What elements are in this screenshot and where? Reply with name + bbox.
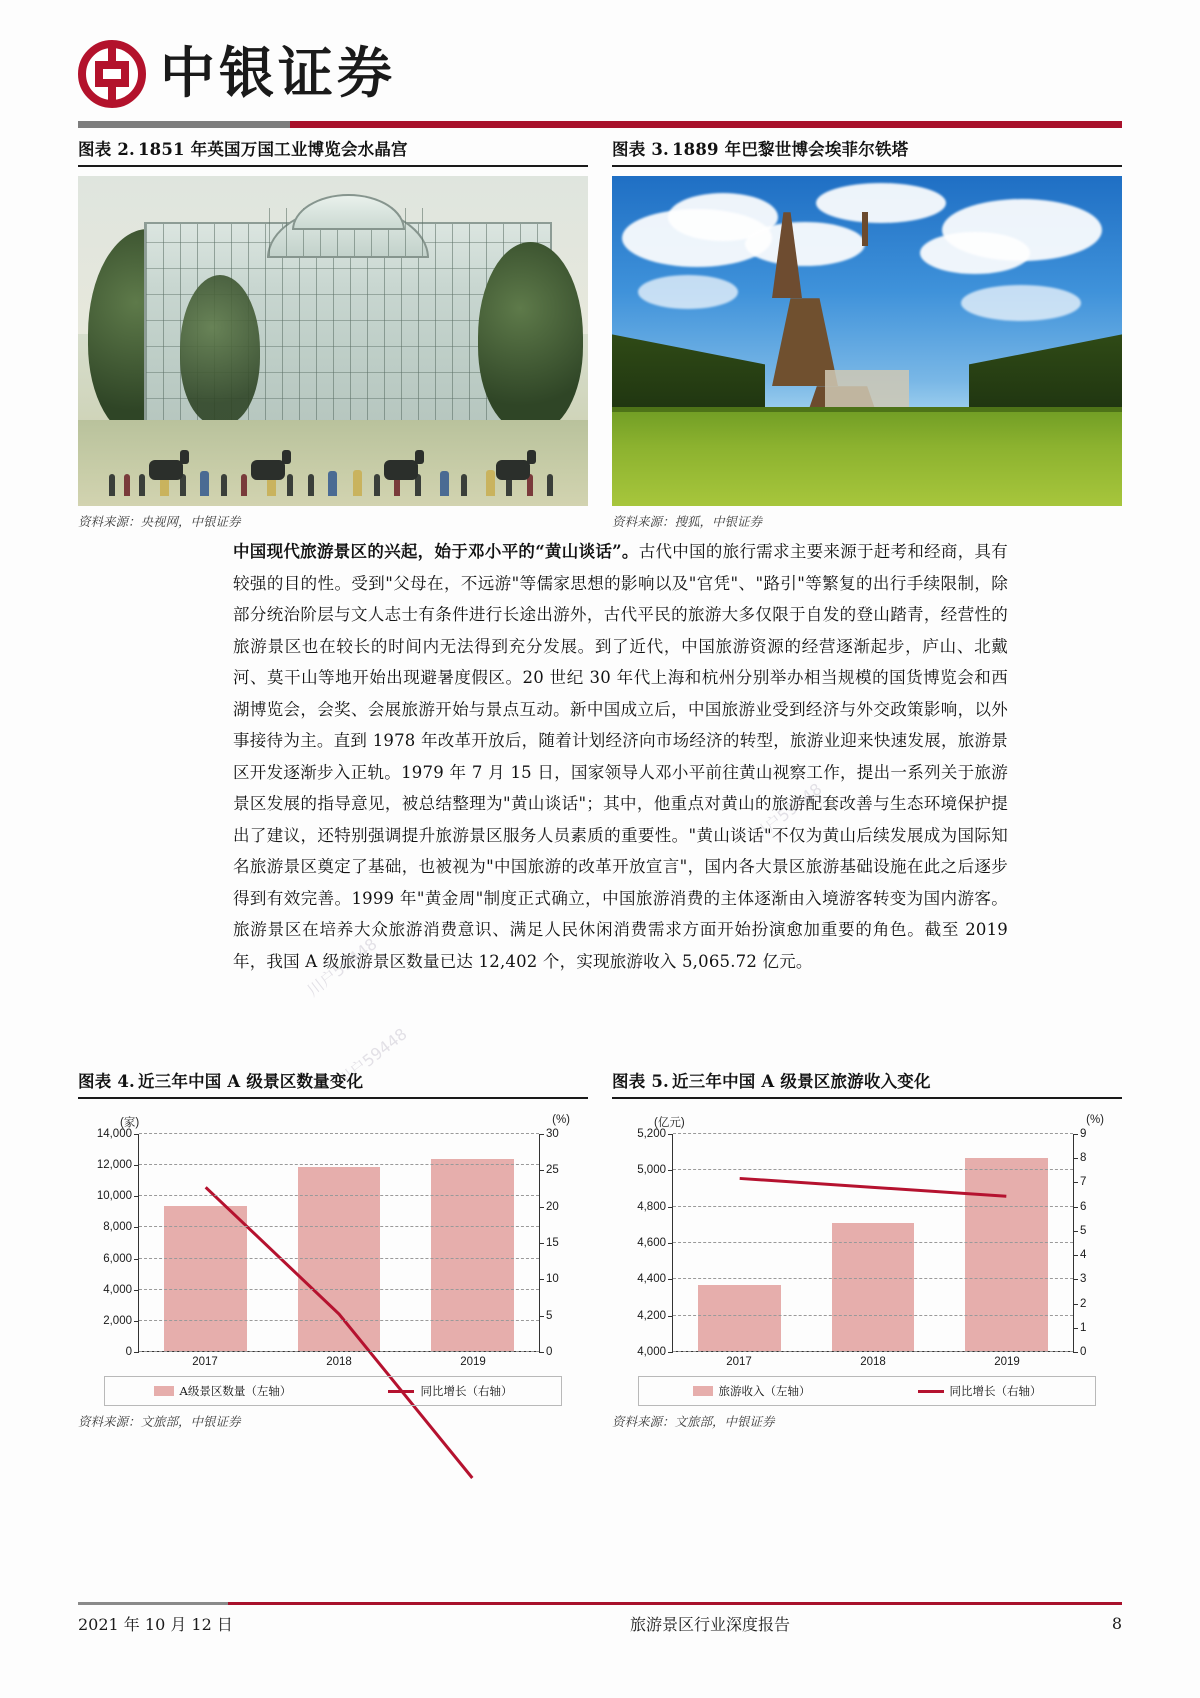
y-axis-tick-label: 6,000 xyxy=(103,1252,132,1265)
figure-5-rule xyxy=(612,1097,1122,1099)
figure-4-caption xyxy=(78,1068,588,1097)
figure-5-source: 资料来源：文旅部，中银证券 xyxy=(612,1414,775,1429)
y2-axis-tick-label: 8 xyxy=(1080,1152,1087,1165)
y-axis-tick-label: 5,000 xyxy=(637,1164,666,1177)
watermark: 川户59448 xyxy=(748,779,826,846)
figure-5-label: 图表 5. xyxy=(612,1072,669,1091)
header-divider xyxy=(78,121,1122,128)
chart4-right-unit: (%) xyxy=(552,1114,570,1126)
bar xyxy=(431,1159,514,1352)
body-text: 古代中国的旅行需求主要来源于赶考和经商，具有较强的目的性。受到"父母在，不远游"等儒家思想的影响以及"官凭"、"路引"等繁复的出行手续限制，除部分统治阶层与文人志士有条件进行长途出游外，古代平民的旅游大多仅限于自发的登山踏青，经营性的旅游景区也在较长的时间内无法得到充分发展。到了近代，中国旅游资源的经营逐渐起步，庐山、北戴河、莫干山等地开始出现避暑度假区。20 世纪 30 年代上海和杭州分别举办相当规模的国货博览会和西湖博览会，会奖、会展旅游开始与景点互动。新中国成立后，中国旅游业受到经济与外交政策影响，以外事接待为主。直到 1978 年改革开放后，随着计划经济向市场经济的转型，旅游业迎来快速发展，旅游景区开发逐渐步入正轨。1979 年 7 月 15 日，国家领导人邓小平前往黄山视察工作，提出一系列关于旅游景区发展的指导意见，被总结整理为"黄山谈话"；其中，他重点对黄山的旅游配套改善与生态环境保护提出了建议，还特别强调提升旅游景区服务人员素质的重要性。"黄山谈话"不仅为黄山后续发展成为国际知名旅游景区奠定了基础，也被视为"中国旅游的改革开放宣言"，国内各大景区旅游基础设施在此之后逐步得到有效完善。1999 年"黄金周"制度正式确立，中国旅游消费的主体逐渐由入境游客转变为国内游客。旅游景区在培养大众旅游消费意识、满足人民休闲消费需求方面开始扮演愈加重要的角色。截至 2019 年，我国 A 级旅游景区数量已达 12,402 个，实现旅游收入 5,065.72 亿元。 xyxy=(233,542,1008,971)
chart5-legend-line-label: 同比增长（右轴） xyxy=(949,1384,1042,1398)
figure-4-rule xyxy=(78,1097,588,1099)
watermark: 川户59448 xyxy=(303,934,381,1001)
bar-cell xyxy=(673,1134,806,1352)
watermark: 川户59448 xyxy=(333,1024,411,1091)
y2-axis-tick-label: 10 xyxy=(546,1273,559,1286)
chart5-left-unit: (亿元) xyxy=(654,1117,685,1129)
chart4-left-unit: (家) xyxy=(120,1117,140,1129)
body-paragraph xyxy=(233,536,1008,977)
y-axis-tick-label: 4,000 xyxy=(103,1283,132,1296)
figure-5-block xyxy=(612,1068,1122,1430)
figure-3-rule xyxy=(612,165,1122,167)
chart5-x-labels xyxy=(672,1356,1074,1368)
bar-cell xyxy=(806,1134,939,1352)
figure-4-title: 近三年中国 A 级景区数量变化 xyxy=(137,1072,364,1091)
figure-3-caption xyxy=(612,136,1122,165)
x-axis-tick-label: 2019 xyxy=(460,1356,486,1368)
chart4-legend xyxy=(104,1376,562,1406)
page-header xyxy=(78,34,1122,134)
figure-5-caption xyxy=(612,1068,1122,1097)
chart5-bars xyxy=(673,1134,1073,1352)
bar xyxy=(965,1158,1048,1352)
gridline xyxy=(637,1346,1073,1358)
y2-axis-tick-label: 15 xyxy=(546,1237,559,1249)
divider-red-segment xyxy=(290,121,1122,128)
chart4-x-labels xyxy=(138,1356,540,1368)
y2-axis-tick-label: 7 xyxy=(1080,1176,1087,1189)
figure-2-source: 资料来源：央视网，中银证券 xyxy=(78,514,241,529)
figure-3-title: 1889 年巴黎世博会埃菲尔铁塔 xyxy=(671,140,909,159)
y2-axis-tick-label: 3 xyxy=(1080,1273,1087,1286)
legend-line-swatch-icon xyxy=(388,1390,414,1393)
gridline xyxy=(96,1128,539,1140)
legend-bar-swatch-icon xyxy=(154,1386,174,1396)
x-axis-tick-label: 2017 xyxy=(192,1356,218,1368)
y2-axis-tick-label: 0 xyxy=(1080,1346,1087,1358)
y2-axis-tick-label: 0 xyxy=(546,1346,553,1358)
chart4-legend-line xyxy=(388,1383,512,1399)
figure-2-block xyxy=(78,136,588,530)
bar xyxy=(164,1206,247,1352)
figure-2-title: 1851 年英国万国工业博览会水晶宫 xyxy=(137,140,408,159)
gridline xyxy=(637,1200,1073,1213)
y-axis-tick-label: 4,600 xyxy=(637,1237,666,1249)
y2-axis-tick-label: 1 xyxy=(1080,1321,1087,1334)
figure-3-block xyxy=(612,136,1122,530)
y2-axis-tick-label: 30 xyxy=(546,1128,559,1140)
y-axis-tick-label: 4,800 xyxy=(637,1200,666,1213)
figure-4-label: 图表 4. xyxy=(78,1072,135,1091)
figure-2-caption xyxy=(78,136,588,165)
brand-name: 中银证券 xyxy=(160,39,397,105)
y2-axis-tick-label: 4 xyxy=(1080,1249,1087,1262)
y-axis-tick-label: 5,200 xyxy=(637,1128,666,1140)
footer-date: 2021 年 10 月 12 日 xyxy=(78,1615,233,1634)
gridline xyxy=(637,1237,1073,1249)
y2-axis-tick-label: 5 xyxy=(546,1309,553,1322)
brand-logo xyxy=(78,34,1122,114)
y-axis-tick-label: 14,000 xyxy=(96,1128,132,1140)
divider-grey-segment xyxy=(78,121,290,128)
footer-page-number: 8 xyxy=(1111,1614,1122,1633)
figure-row-charts xyxy=(78,1068,1122,1430)
y2-axis-tick-label: 25 xyxy=(546,1164,559,1177)
figure-2-label: 图表 2. xyxy=(78,140,135,159)
gridline xyxy=(96,1190,539,1203)
y2-axis-tick-label: 20 xyxy=(546,1200,559,1213)
x-axis-tick-label: 2018 xyxy=(860,1356,886,1368)
figure-3-label: 图表 3. xyxy=(612,140,669,159)
gridline xyxy=(637,1273,1073,1286)
bar-cell xyxy=(940,1134,1073,1352)
y-axis-tick-label: 8,000 xyxy=(103,1221,132,1234)
chart4-legend-bars xyxy=(154,1383,292,1399)
y-axis-tick-label: 4,000 xyxy=(637,1346,666,1358)
y-axis-tick-label: 0 xyxy=(125,1346,132,1358)
chart5-right-unit: (%) xyxy=(1086,1114,1104,1126)
x-axis-tick-label: 2019 xyxy=(994,1356,1020,1368)
gridline xyxy=(103,1252,539,1265)
figure-2-rule xyxy=(78,165,588,167)
chart4-legend-line-label: 同比增长（右轴） xyxy=(420,1384,513,1398)
footer-title: 旅游景区行业深度报告 xyxy=(629,1615,790,1634)
y2-axis-tick-label: 5 xyxy=(1080,1224,1087,1237)
y-axis-tick-label: 12,000 xyxy=(96,1159,132,1172)
gridline xyxy=(637,1309,1073,1322)
figure-3-source: 资料来源：搜狐，中银证券 xyxy=(612,514,763,529)
gridline xyxy=(125,1346,539,1358)
chart5-plot-area xyxy=(637,1128,1087,1358)
gridline xyxy=(96,1159,539,1172)
y-axis-tick-label: 4,200 xyxy=(637,1309,666,1322)
y-axis-tick-label: 2,000 xyxy=(103,1314,132,1327)
crystal-palace-image xyxy=(78,176,588,506)
chart5-legend-bar-label: 旅游收入（左轴） xyxy=(718,1384,811,1398)
y-axis-tick-label: 10,000 xyxy=(96,1190,132,1203)
gridline xyxy=(103,1221,539,1234)
y2-axis-tick-label: 9 xyxy=(1080,1128,1087,1140)
figure-5-title: 近三年中国 A 级景区旅游收入变化 xyxy=(671,1072,931,1091)
legend-line-swatch-icon xyxy=(918,1390,944,1393)
gridline xyxy=(103,1283,539,1296)
page-footer xyxy=(78,1612,1122,1635)
chart4-legend-bar-label: A级景区数量（左轴） xyxy=(179,1384,292,1398)
gridline xyxy=(103,1314,539,1327)
bar xyxy=(698,1285,781,1352)
eiffel-tower-image xyxy=(612,176,1122,506)
chart-tourism-revenue xyxy=(612,1108,1122,1408)
gridline xyxy=(637,1164,1073,1177)
figure-4-source: 资料来源：文旅部，中银证券 xyxy=(78,1414,241,1429)
figure-4-block xyxy=(78,1068,588,1430)
footer-divider xyxy=(78,1602,1122,1605)
x-axis-tick-label: 2018 xyxy=(326,1356,352,1368)
chart5-legend-line xyxy=(918,1383,1042,1399)
x-axis-tick-label: 2017 xyxy=(726,1356,752,1368)
y-axis-tick-label: 4,400 xyxy=(637,1273,666,1286)
y2-axis-tick-label: 6 xyxy=(1080,1200,1087,1213)
y2-axis-tick-label: 2 xyxy=(1080,1297,1087,1310)
body-lead-sentence: 中国现代旅游景区的兴起，始于邓小平的“黄山谈话”。 xyxy=(233,542,639,561)
chart-scenic-count xyxy=(78,1108,588,1408)
chart4-plot-area xyxy=(96,1128,559,1358)
legend-bar-swatch-icon xyxy=(693,1386,713,1396)
figure-row-images xyxy=(78,136,1122,530)
boc-logo-icon xyxy=(78,40,146,108)
chart5-legend-bars xyxy=(693,1383,811,1399)
chart5-legend xyxy=(638,1376,1096,1406)
gridline xyxy=(637,1128,1073,1140)
